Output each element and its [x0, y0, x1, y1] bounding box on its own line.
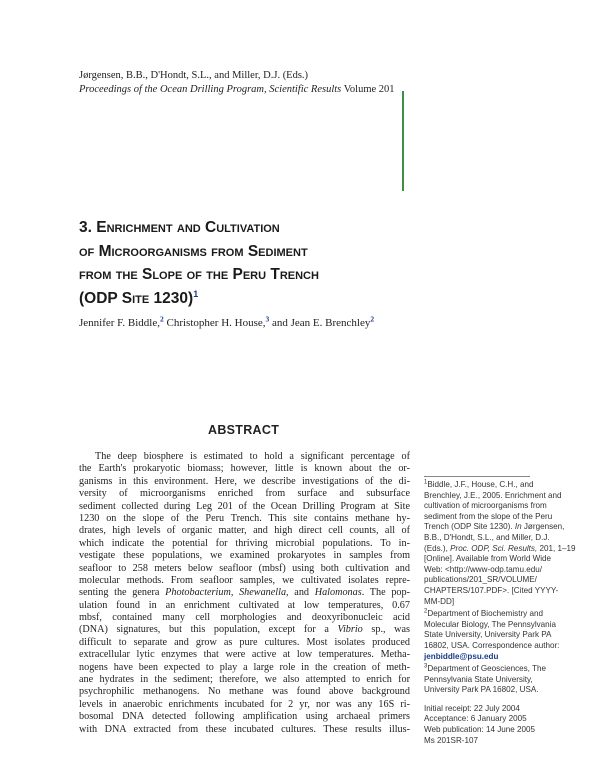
abstract-body	[79, 451, 410, 736]
abstract-line: drates, high levels of organic matter, and high direct cell counts, all of	[79, 525, 410, 537]
abstract-line: senting the genera Photobacterium, Shewanella, and Halomonas. The pop-	[79, 587, 410, 599]
publication-date-line: Acceptance: 6 January 2005	[424, 714, 527, 724]
footnote-line: State University, University Park PA	[424, 630, 552, 640]
footnote-2	[424, 609, 586, 662]
abstract-line: levels in anaerobic enrichments incubated for 2 yr, nor was any 16S ri-	[79, 698, 410, 710]
author-biddle: Jennifer F. Biddle,	[79, 317, 160, 329]
footnote-line: sediment from the slope of the Peru	[424, 511, 553, 521]
correspondence-email-link[interactable]: jenbiddle@psu.edu	[424, 651, 499, 661]
abstract-line: extracellular lytic enzymes that were active at low temperatures. Metha-	[79, 649, 410, 661]
footnote-line: Department of Geosciences, The	[427, 664, 546, 674]
title-line-4	[79, 287, 409, 311]
article-title	[79, 216, 409, 310]
title-line-2: of Microorganisms from Sediment	[79, 242, 308, 260]
footnote-line: MM-DD]	[424, 596, 455, 606]
abstract-line: ane hydrates in the sediment; therefore, we also attempted to enrich for	[79, 674, 410, 686]
footnote-line: [Online]. Available from World Wide	[424, 554, 552, 564]
footnote-mark: 2	[424, 608, 428, 615]
footnote-1	[424, 480, 586, 607]
title-footnote-link[interactable]: 1	[193, 288, 199, 299]
green-vertical-rule	[402, 91, 404, 191]
publication-date-line: Initial receipt: 22 July 2004	[424, 703, 520, 713]
footnote-line: publications/201_SR/VOLUME/	[424, 575, 537, 585]
footnote-line: Brenchley, J.E., 2005. Enrichment and	[424, 490, 562, 500]
footnote-line: Trench (ODP Site 1230). In Jørgensen,	[424, 522, 565, 532]
abstract-line: sediment collected during Leg 201 of the Ocean Drilling Program at Site	[79, 500, 410, 512]
title-line-3: from the Slope of the Peru Trench	[79, 266, 319, 283]
footnote-line: (Eds.), Proc. ODP, Sci. Results, 201, 1–19	[424, 543, 576, 553]
abstract-line: with DNA extracted from these incubated cultures. These results illus-	[79, 723, 410, 735]
abstract-line: versity of microorganisms enriched from surface and subsurface	[79, 488, 410, 500]
footnote-mark: 1	[424, 479, 428, 486]
author-list	[79, 316, 374, 330]
abstract-line: ulation found in an enrichment cultivated at low temperatures, 0.67	[79, 599, 410, 611]
author-biddle-affiliation-link[interactable]: 2	[160, 314, 164, 324]
series-title: Proceedings of the Ocean Drilling Program, Scientific Results	[79, 84, 342, 95]
footnote-line: Pennsylvania State University,	[424, 674, 533, 684]
abstract-line: the Earth's prokaryotic biomass; however, little is known about the or-	[79, 463, 410, 475]
author-brenchley: and Jean E. Brenchley	[269, 317, 371, 329]
editors-line: Jørgensen, B.B., D'Hondt, S.L., and Miller, D.J. (Eds.)	[79, 70, 309, 81]
footnote-3	[424, 664, 586, 696]
abstract-line: bosomal DNA detected following amplification using archaeal primers	[79, 711, 410, 723]
abstract-line: seafloor to 258 meters below seafloor (mbsf) using both cultivation and	[79, 562, 410, 574]
footnote-rule	[424, 476, 530, 477]
footnote-line: cultivation of microorganisms from	[424, 501, 547, 511]
abstract-line: which indicate the potential for thriving microbial populations. To in-	[79, 537, 410, 549]
author-house: Christopher H. House,	[163, 317, 266, 329]
footnote-line: B.B., D'Hondt, S.L., and Miller, D.J.	[424, 532, 550, 542]
abstract-line: vestigate these populations, we examined prokaryotes in samples from	[79, 550, 410, 562]
publication-date-line: Ms 201SR-107	[424, 735, 478, 745]
series-line	[79, 83, 395, 97]
abstract-line: psychrophilic methanogens. No methane was found above background	[79, 686, 410, 698]
footnote-line: Biddle, J.F., House, C.H., and	[427, 480, 534, 489]
footnote-line: Molecular Biology, The Pennsylvania	[424, 619, 556, 629]
footnote-line: Web: <http://www-odp.tamu.edu/	[424, 564, 542, 574]
abstract-line: nogens have been expected to play a large role in the creation of meth-	[79, 661, 410, 673]
author-house-affiliation-link[interactable]: 3	[265, 314, 270, 324]
abstract-line: ganisms in this environment. Here, we describe investigations of the di-	[79, 475, 410, 487]
series-volume: Volume 201	[341, 84, 395, 95]
footnote-line: University Park PA 16802, USA.	[424, 685, 539, 695]
abstract-line: (DNA) signatures, but this population, except for a Vibrio sp., was	[79, 624, 410, 636]
abstract-line: difficult to separate and grow as pure cultures. Most isolates produced	[79, 636, 410, 648]
italic-term: Halomonas	[314, 587, 362, 599]
abstract-line: mbsf, contained many cell morphologies and deoxyribonucleic acid	[79, 612, 410, 624]
footnote-mark: 3	[424, 663, 428, 670]
italic-term: Shewanella	[239, 587, 287, 599]
abstract-heading: ABSTRACT	[208, 423, 280, 437]
italic-term: Vibrio	[337, 624, 363, 636]
author-brenchley-affiliation-link[interactable]: 2	[370, 314, 375, 324]
title-line-4-text: (ODP Site 1230)	[79, 289, 194, 307]
italic-term: In	[514, 522, 522, 532]
footnote-line: CHAPTERS/107.PDF>. [Cited YYYY-	[424, 585, 559, 595]
publication-dates	[424, 704, 586, 746]
abstract-line: 1230 on the slope of the Peru Trench. This site contains methane hy-	[79, 512, 410, 524]
abstract-line: The deep biosphere is estimated to hold a significant percentage of	[95, 451, 410, 462]
footnote-sidebar	[424, 476, 586, 746]
publication-date-line: Web publication: 14 June 2005	[424, 725, 535, 735]
title-line-1: 3. Enrichment and Cultivation	[79, 219, 280, 236]
italic-term: Proc. ODP, Sci. Results,	[450, 543, 538, 553]
abstract-line: molecular methods. From seafloor samples, we cultivated isolates repre-	[79, 574, 410, 586]
italic-term: Photobacterium	[165, 587, 231, 599]
footnote-line: Department of Biochemistry and	[427, 609, 543, 619]
footnote-line: 16802, USA. Correspondence author:	[424, 640, 560, 650]
